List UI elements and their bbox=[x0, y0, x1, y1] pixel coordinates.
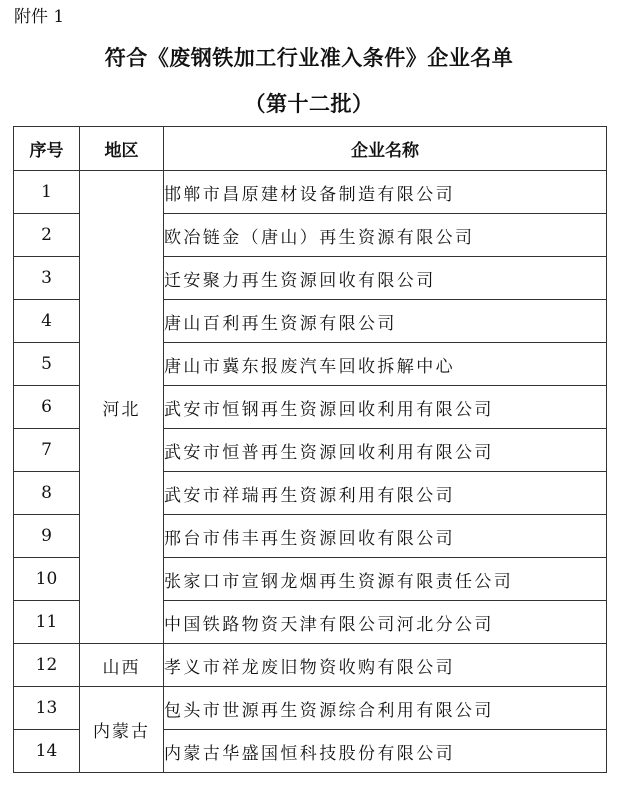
attachment-label: 附件 1 bbox=[14, 7, 65, 27]
header-company-name: 企业名称 bbox=[164, 127, 607, 171]
seq-cell: 5 bbox=[14, 343, 80, 386]
seq-cell: 12 bbox=[14, 644, 80, 687]
company-name-cell: 欧冶链金（唐山）再生资源有限公司 bbox=[164, 214, 607, 257]
document-subtitle: （第十二批） bbox=[244, 91, 374, 116]
seq-cell: 11 bbox=[14, 601, 80, 644]
company-name-cell: 武安市恒钢再生资源回收利用有限公司 bbox=[164, 386, 607, 429]
company-name-cell: 邯郸市昌原建材设备制造有限公司 bbox=[164, 171, 607, 214]
table-row bbox=[14, 171, 607, 214]
region-cell-shanxi: 山西 bbox=[80, 644, 164, 687]
table-header-row bbox=[14, 127, 607, 171]
header-seq: 序号 bbox=[14, 127, 80, 171]
company-name-cell: 唐山百利再生资源有限公司 bbox=[164, 300, 607, 343]
company-name-cell: 邢台市伟丰再生资源回收有限公司 bbox=[164, 515, 607, 558]
seq-cell: 8 bbox=[14, 472, 80, 515]
company-name-cell: 包头市世源再生资源综合利用有限公司 bbox=[164, 687, 607, 730]
seq-cell: 7 bbox=[14, 429, 80, 472]
region-cell-hebei: 河北 bbox=[80, 171, 164, 644]
seq-cell: 3 bbox=[14, 257, 80, 300]
document-title: 符合《废钢铁加工行业准入条件》企业名单 bbox=[104, 45, 514, 70]
company-name-cell: 张家口市宣钢龙烟再生资源有限责任公司 bbox=[164, 558, 607, 601]
company-name-cell: 唐山市冀东报废汽车回收拆解中心 bbox=[164, 343, 607, 386]
region-cell-inner-mongolia: 内蒙古 bbox=[80, 687, 164, 773]
company-name-cell: 武安市恒普再生资源回收利用有限公司 bbox=[164, 429, 607, 472]
seq-cell: 6 bbox=[14, 386, 80, 429]
header-region: 地区 bbox=[80, 127, 164, 171]
seq-cell: 1 bbox=[14, 171, 80, 214]
seq-cell: 2 bbox=[14, 214, 80, 257]
company-name-cell: 武安市祥瑞再生资源利用有限公司 bbox=[164, 472, 607, 515]
company-name-cell: 中国铁路物资天津有限公司河北分公司 bbox=[164, 601, 607, 644]
seq-cell: 10 bbox=[14, 558, 80, 601]
company-name-cell: 迁安聚力再生资源回收有限公司 bbox=[164, 257, 607, 300]
seq-cell: 14 bbox=[14, 730, 80, 773]
seq-cell: 13 bbox=[14, 687, 80, 730]
table-row bbox=[14, 644, 607, 687]
company-name-cell: 孝义市祥龙废旧物资收购有限公司 bbox=[164, 644, 607, 687]
seq-cell: 9 bbox=[14, 515, 80, 558]
company-list-table bbox=[13, 126, 607, 773]
seq-cell: 4 bbox=[14, 300, 80, 343]
table-row bbox=[14, 687, 607, 730]
company-name-cell: 内蒙古华盛国恒科技股份有限公司 bbox=[164, 730, 607, 773]
